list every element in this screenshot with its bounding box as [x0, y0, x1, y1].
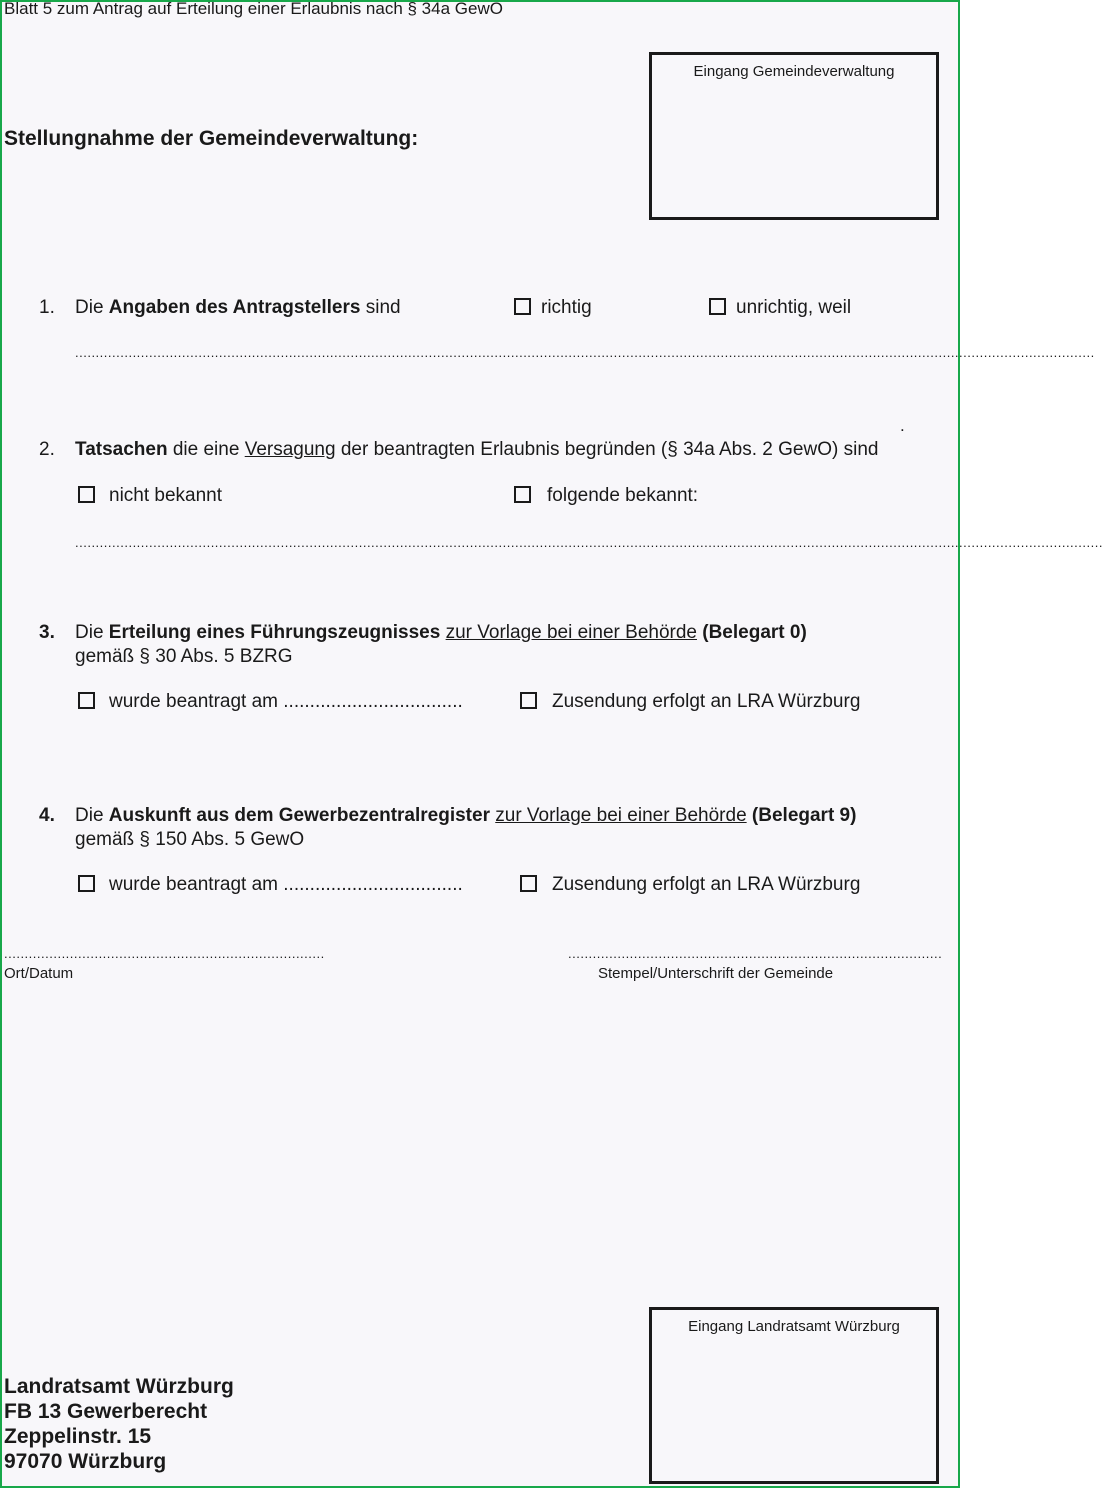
item2-text-mid1: die eine	[167, 439, 245, 460]
address-line-department: FB 13 Gewerberecht	[4, 1400, 208, 1423]
item2-known-checkbox[interactable]	[514, 486, 531, 503]
item4-text-bold: Auskunft aus dem Gewerbezentralregister	[108, 805, 490, 826]
stamp-signature-dotted-line[interactable]: ...........................................................................................	[568, 946, 943, 961]
municipality-receipt-label: Eingang Gemeindeverwaltung	[693, 63, 895, 80]
stray-dot: .	[900, 416, 905, 435]
address-line-street: Zeppelinstr. 15	[4, 1425, 152, 1448]
item4-legal-basis: gemäß § 150 Abs. 5 GewO	[75, 829, 305, 850]
item4-text-bold-end: (Belegart 9)	[746, 805, 857, 826]
item2-number: 2.	[39, 439, 55, 460]
address-line-office: Landratsamt Würzburg	[4, 1375, 234, 1398]
district-office-receipt-label: Eingang Landratsamt Würzburg	[688, 1318, 900, 1335]
item2-known-label: folgende bekannt:	[547, 485, 699, 506]
item4-text-pre: Die	[75, 805, 109, 826]
item1-incorrect-checkbox[interactable]	[709, 298, 726, 315]
item4-number: 4.	[39, 805, 55, 826]
item1-text-pre: Die	[75, 297, 109, 318]
item3-number: 3.	[39, 622, 55, 643]
item3-requested-label: wurde beantragt am ..................................	[109, 691, 463, 712]
item1-correct-checkbox[interactable]	[514, 298, 531, 315]
place-date-dotted-line[interactable]: ..............................................................................	[4, 946, 325, 961]
item1-incorrect-label: unrichtig, weil	[736, 297, 852, 318]
place-date-label: Ort/Datum	[4, 965, 74, 982]
item3-text-bold-end: (Belegart 0)	[696, 622, 807, 643]
item3-text-bold: Erteilung eines Führungszeugnisses	[108, 622, 441, 643]
item2-unknown-label: nicht bekannt	[109, 485, 223, 506]
municipality-receipt-stamp-box	[649, 52, 939, 220]
district-office-receipt-stamp-box	[649, 1307, 939, 1484]
item3-sent-checkbox[interactable]	[520, 692, 537, 709]
item2-facts-dotted-line[interactable]: ..........................................................................................................................................................................................................................................................	[75, 535, 1103, 550]
stamp-signature-label: Stempel/Unterschrift der Gemeinde	[598, 965, 834, 982]
item3-text-pre: Die	[75, 622, 109, 643]
address-block	[4, 1374, 234, 1474]
item2-text-underlined: Versagung	[244, 439, 336, 460]
item3-legal-basis: gemäß § 30 Abs. 5 BZRG	[75, 646, 293, 667]
item1-reason-dotted-line[interactable]: ........................................................................................................................................................................................................................................................	[75, 345, 1095, 360]
item1-text	[75, 297, 401, 319]
item4-text-underlined: zur Vorlage bei einer Behörde	[495, 805, 747, 826]
item4-sent-checkbox[interactable]	[520, 875, 537, 892]
item2-text	[75, 439, 878, 461]
form-sheet-title: Blatt 5 zum Antrag auf Erteilung einer Erlaubnis nach § 34a GewO	[4, 0, 503, 18]
section-title: Stellungnahme der Gemeindeverwaltung:	[4, 127, 419, 150]
item2-unknown-checkbox[interactable]	[78, 486, 95, 503]
item1-text-post: sind	[360, 297, 401, 318]
item2-text-bold: Tatsachen	[75, 439, 168, 460]
item3-text	[75, 622, 807, 644]
item4-requested-label: wurde beantragt am ..................................	[109, 874, 463, 895]
item1-number: 1.	[39, 297, 55, 318]
item3-requested-checkbox[interactable]	[78, 692, 95, 709]
address-line-city: 97070 Würzburg	[4, 1450, 167, 1473]
item3-text-underlined: zur Vorlage bei einer Behörde	[445, 622, 697, 643]
item4-sent-label: Zusendung erfolgt an LRA Würzburg	[552, 874, 861, 895]
item4-requested-checkbox[interactable]	[78, 875, 95, 892]
item2-text-mid2: der beantragten Erlaubnis begründen (§ 34a Abs. 2 GewO) sind	[335, 439, 879, 460]
item1-text-bold: Angaben des Antragstellers	[108, 297, 361, 318]
item4-text	[75, 805, 856, 827]
item3-sent-label: Zusendung erfolgt an LRA Würzburg	[552, 691, 861, 712]
item1-correct-label: richtig	[541, 297, 592, 318]
